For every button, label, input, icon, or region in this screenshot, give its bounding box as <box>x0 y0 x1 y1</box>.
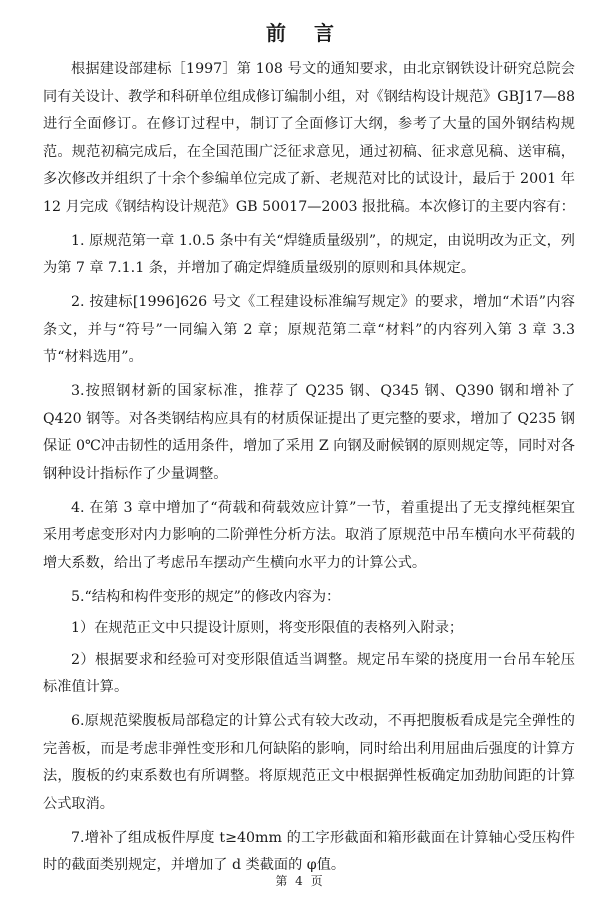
item-5-sub-1-paragraph: 1）在规范正文中只提设计原则，将变形限值的表格列入附录； <box>71 620 464 636</box>
item-4-paragraph: 4. 在第 3 章中增加了“荷载和荷载效应计算”一节，着重提出了无支撑纯框架宜采用考虑变形对内力影响的二阶弹性分析方法。取消了原规范中吊车横向水平荷载的增大系数，给出了考虑吊车摆动产生横向水平力的计算公式。 <box>43 499 575 571</box>
item-7-paragraph: 7.增补了组成板件厚度 t≥40mm 的工字形截面和箱形截面在计算轴心受压构件时的截面类别规定，并增加了 d 类截面的 φ值。 <box>43 829 575 873</box>
body-text <box>43 56 575 886</box>
item-5-sub-2-paragraph: 2）根据要求和经验可对变形限值适当调整。规定吊车梁的挠度用一台吊车轮压标准值计算。 <box>43 651 575 695</box>
item-6-paragraph: 6.原规范梁腹板局部稳定的计算公式有较大改动，不再把腹板看成是完全弹性的完善板，而是考虑非弹性变形和几何缺陷的影响，同时给出利用屈曲后强度的计算方法，腹板的约束系数也有所调整。将原规范正文中根据弹性板确定加劲肋间距的计算公式取消。 <box>43 713 575 812</box>
item-5-paragraph: 5.“结构和构件变形的规定”的修改内容为： <box>71 588 341 605</box>
page-title: 前言 <box>266 21 362 45</box>
item-3-paragraph: 3.按照钢材新的国家标准，推荐了 Q235 钢、Q345 钢、Q390 钢和增补了 Q420 钢等。对各类钢结构应具有的材质保证提出了更完整的要求，增加了 Q235 钢保证 0℃冲击韧性的适用条件，增加了采用 Z 向钢及耐候钢的原则规定等，同时对各钢种设计指标作了少量调整。 <box>43 383 575 482</box>
intro-paragraph: 根据建设部建标［1997］第 108 号文的通知要求，由北京钢铁设计研究总院会同有关设计、教学和科研单位组成修订编制小组，对《钢结构设计规范》GBJ17—88 进行全面修订。在修订过程中，制订了全面修订大纲，参考了大量的国外钢结构规范。规范初稿完成后，在全国范围广泛征求意见，通过初稿、征求意见稿、送审稿，多次修改并组织了十余个参编单位完成了新、老规范对比的试设计，最后于 2001 年 12 月完成《钢结构设计规范》GB 50017—2003 报批稿。本次修订的主要内容有： <box>43 61 575 215</box>
page-number: 第 4 页 <box>275 874 325 888</box>
item-1-paragraph: 1. 原规范第一章 1.0.5 条中有关“焊缝质量级别”，的规定，由说明改为正文，列为第 7 章 7.1.1 条，并增加了确定焊缝质量级别的原则和具体规定。 <box>43 232 575 276</box>
item-2-paragraph: 2. 按建标[1996]626 号文《工程建设标准编写规定》的要求，增加“术语”内容条文，并与“符号”一同编入第 2 章；原规范第二章“材料”的内容列入第 3 章 3.3 节“材料选用”。 <box>43 294 575 365</box>
